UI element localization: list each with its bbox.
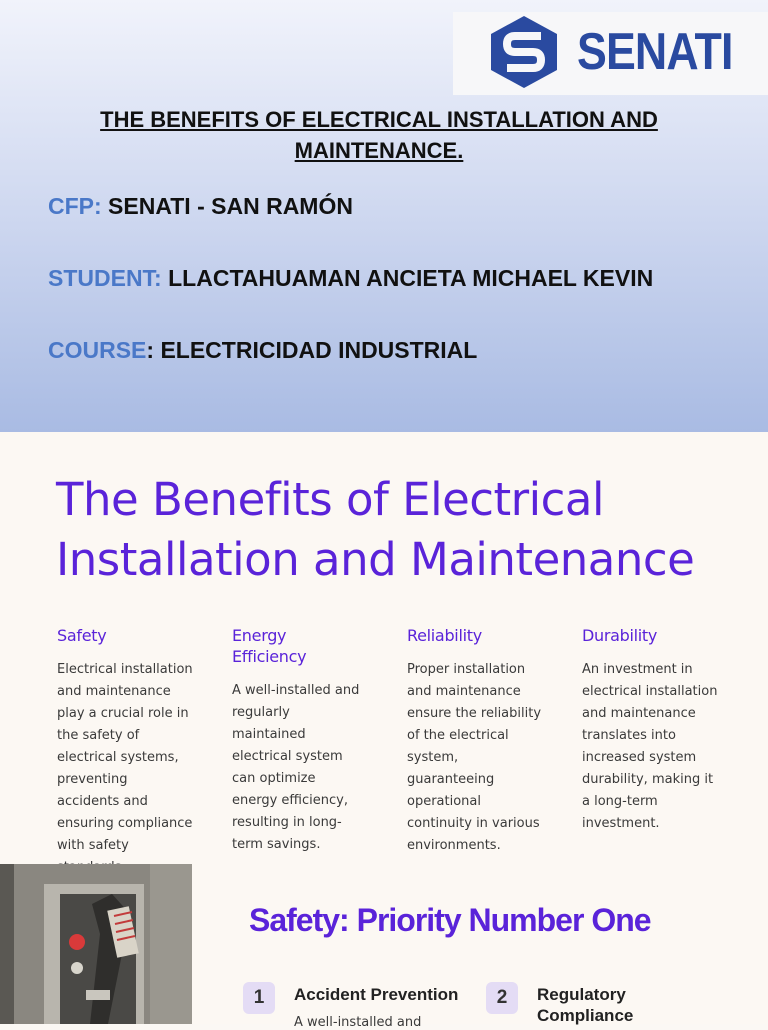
cfp-label: CFP:: [48, 193, 102, 219]
benefit-column-safety: [57, 625, 193, 879]
student-value: LLACTAHUAMAN ANCIETA MICHAEL KEVIN: [161, 265, 654, 291]
benefit-heading: Energy Efficiency: [232, 626, 307, 666]
student-label: STUDENT:: [48, 265, 162, 291]
benefit-text: Electrical installation and maintenance play a crucial role in the safety of electrical systems, preventing accidents and ensuring compliance with safety: [57, 662, 193, 853]
benefit-heading: Safety: [57, 626, 107, 645]
accident-prevention-title: Accident Prevention: [294, 985, 459, 1004]
benefit-column-durability: [582, 625, 722, 835]
benefit-column-energy-efficiency: [232, 625, 362, 856]
item-number-badge: 2: [486, 982, 518, 1014]
item-number-badge: 1: [243, 982, 275, 1014]
breaker-panel-image: [0, 864, 192, 1024]
senati-logo: [453, 12, 768, 95]
senati-logo-icon: [489, 14, 559, 90]
benefit-text: An investment in electrical installation and maintenance translates into increased system durability, making it a long-term investment.: [582, 662, 718, 831]
course-line: [48, 337, 477, 364]
benefit-column-reliability: [407, 625, 543, 857]
electrical-panel-photo: [0, 864, 192, 1024]
course-value: : ELECTRICIDAD INDUSTRIAL: [146, 337, 478, 363]
benefit-heading: Durability: [582, 626, 658, 645]
course-label: COURSE: [48, 337, 147, 363]
student-line: [48, 265, 653, 292]
benefit-heading: Reliability: [407, 626, 482, 645]
regulatory-compliance-title: Regulatory Compliance: [537, 985, 634, 1025]
cfp-line: [48, 193, 353, 220]
cfp-value: SENATI - SAN RAMÓN: [101, 193, 353, 219]
document-title: THE BENEFITS OF ELECTRICAL INSTALLATION AND MAINTENANCE.: [100, 107, 658, 163]
accident-prevention-desc: A well-installed and: [294, 1015, 422, 1030]
slide-title: The Benefits of Electrical Installation and Maintenance: [56, 473, 695, 586]
safety-section-title: Safety: Priority Number One: [249, 902, 651, 938]
benefit-text: Proper installation and maintenance ensure the reliability of the electrical system, guaranteeing operational continuity in various environments.: [407, 662, 542, 853]
logo-text: SENATI: [577, 23, 733, 81]
benefit-text: A well-installed and regularly maintained electrical system can optimize energy efficiency, resulting in long-term savings.: [232, 683, 360, 852]
cover-section: [0, 0, 768, 432]
